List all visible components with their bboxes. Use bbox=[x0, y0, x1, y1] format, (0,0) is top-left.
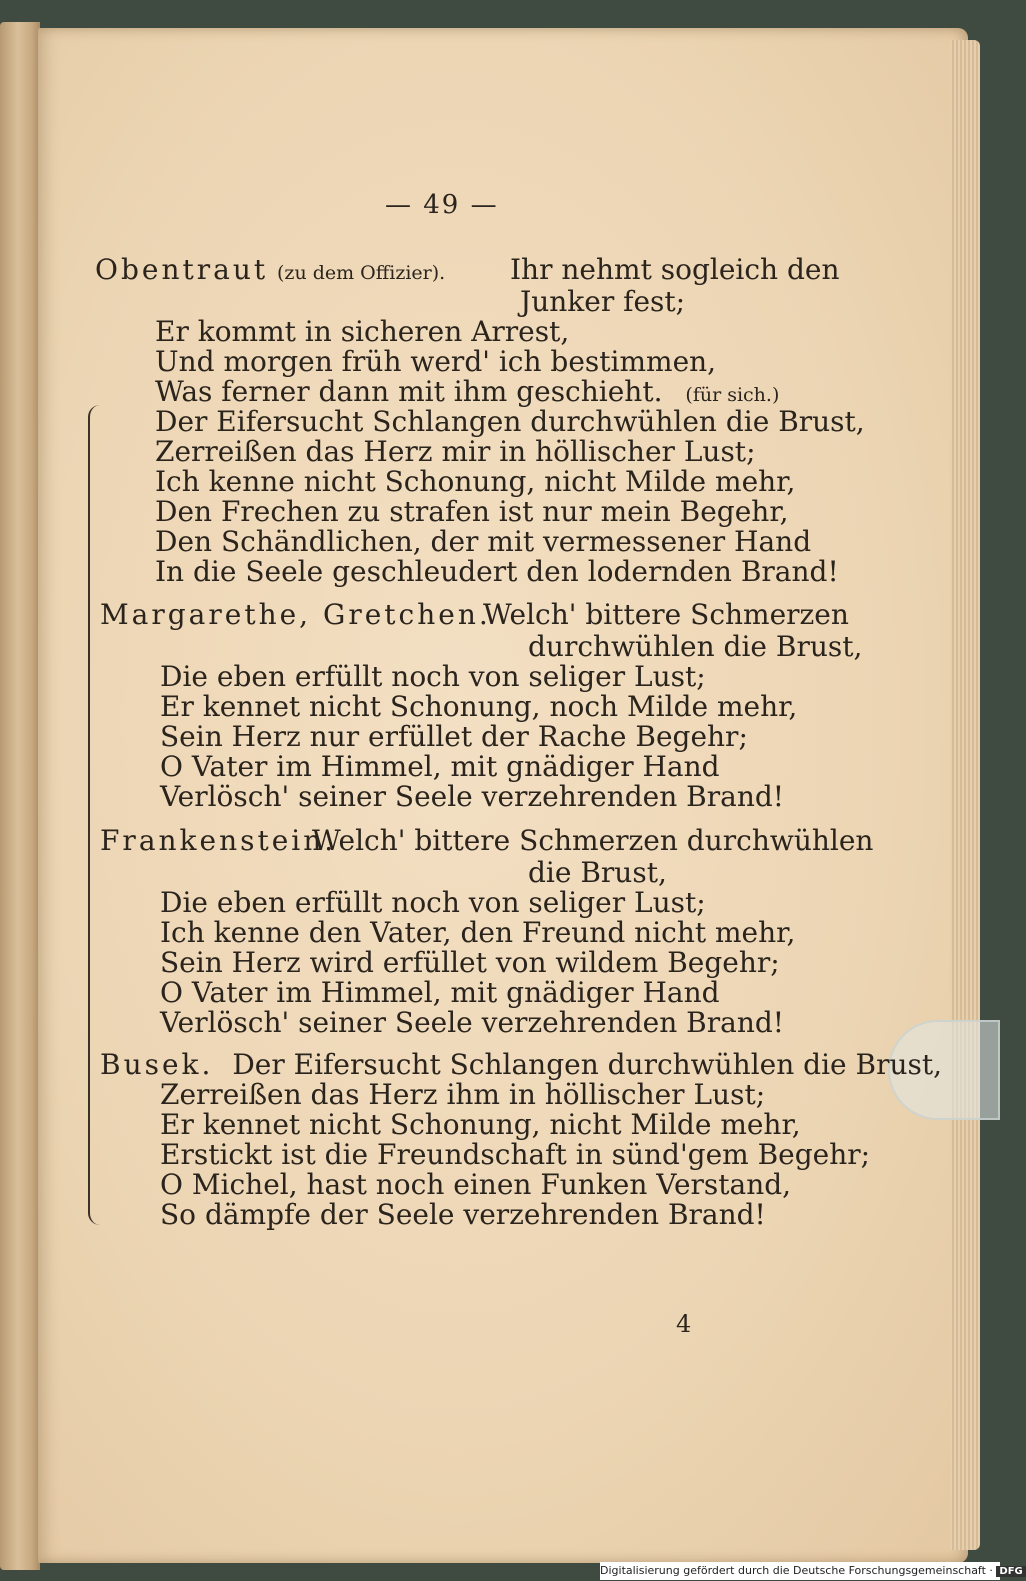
verse-line: die Brust, bbox=[528, 856, 667, 889]
speaker-line bbox=[100, 1050, 942, 1080]
stage-direction: (zu dem Offizier). bbox=[277, 262, 446, 284]
verse-line: O Vater im Himmel, mit gnädiger Hand bbox=[160, 750, 720, 783]
verse-line: durchwühlen die Brust, bbox=[528, 630, 863, 663]
speaker-line bbox=[95, 255, 445, 288]
verse-line: Er kommt in sicheren Arrest, bbox=[155, 315, 570, 348]
verse-line: O Vater im Himmel, mit gnädiger Hand bbox=[160, 976, 720, 1009]
verse-line: Welch' bittere Schmerzen durchwühlen bbox=[312, 824, 874, 857]
verse-line: Sein Herz nur erfüllet der Rache Begehr; bbox=[160, 720, 748, 753]
book-spine bbox=[0, 22, 40, 1570]
dfg-logo: DFG bbox=[996, 1566, 1025, 1577]
verse-line: Die eben erfüllt noch von seliger Lust; bbox=[160, 886, 706, 919]
verse-line: Zerreißen das Herz mir in höllischer Lust; bbox=[155, 435, 756, 468]
verse-line: Welch' bittere Schmerzen bbox=[483, 598, 849, 631]
verse-line: So dämpfe der Seele verzehrenden Brand! bbox=[160, 1198, 766, 1231]
verse-line: Junker fest; bbox=[520, 285, 686, 318]
digitization-footer bbox=[600, 1562, 1023, 1580]
verse-line: Verlösch' seiner Seele verzehrenden Brand! bbox=[160, 1006, 785, 1039]
page-number: — 49 — bbox=[385, 190, 499, 220]
signature-mark: 4 bbox=[676, 1310, 692, 1338]
verse-line: Er kennet nicht Schonung, nicht Milde mehr, bbox=[160, 1108, 801, 1141]
verse-line: O Michel, hast noch einen Funken Verstand, bbox=[160, 1168, 792, 1201]
speaker-name: Busek. bbox=[100, 1048, 214, 1081]
speaker-name: Margarethe, Gretchen. bbox=[100, 598, 491, 631]
ensemble-bracket bbox=[88, 405, 100, 1225]
verse-line: Die eben erfüllt noch von seliger Lust; bbox=[160, 660, 706, 693]
verse-text: Der Eifersucht Schlangen durchwühlen die Brust, bbox=[232, 1048, 943, 1081]
verse-line: Der Eifersucht Schlangen durchwühlen die Brust, bbox=[155, 405, 865, 438]
verse-line: In die Seele geschleudert den lodernden Brand! bbox=[155, 555, 839, 588]
verse-line: Sein Herz wird erfüllet von wildem Begehr; bbox=[160, 946, 780, 979]
speaker-name: Frankenstein. bbox=[100, 824, 337, 857]
verse-line: Ich kenne nicht Schonung, nicht Milde mehr, bbox=[155, 465, 796, 498]
verse-line: Ihr nehmt sogleich den bbox=[510, 253, 840, 286]
verse-line: Er kennet nicht Schonung, noch Milde mehr, bbox=[160, 690, 798, 723]
verse-line: Den Frechen zu strafen ist nur mein Begehr, bbox=[155, 495, 789, 528]
verse-text: Was ferner dann mit ihm geschieht. bbox=[155, 375, 663, 408]
speaker-name: Obentraut bbox=[95, 253, 269, 286]
stage-direction: (für sich.) bbox=[685, 384, 780, 406]
verse-line: Erstickt ist die Freundschaft in sünd'gem Begehr; bbox=[160, 1138, 871, 1171]
verse-line: Zerreißen das Herz ihm in höllischer Lust; bbox=[160, 1078, 766, 1111]
footer-text: Digitalisierung gefördert durch die Deutsche Forschungsgemeinschaft · bbox=[600, 1564, 993, 1577]
verse-line: Und morgen früh werd' ich bestimmen, bbox=[155, 345, 717, 378]
verse-line: Verlösch' seiner Seele verzehrenden Brand! bbox=[160, 780, 785, 813]
verse-line: Ich kenne den Vater, den Freund nicht mehr, bbox=[160, 916, 796, 949]
page-edges bbox=[950, 40, 980, 1550]
verse-line: Den Schändlichen, der mit vermessener Hand bbox=[155, 525, 812, 558]
